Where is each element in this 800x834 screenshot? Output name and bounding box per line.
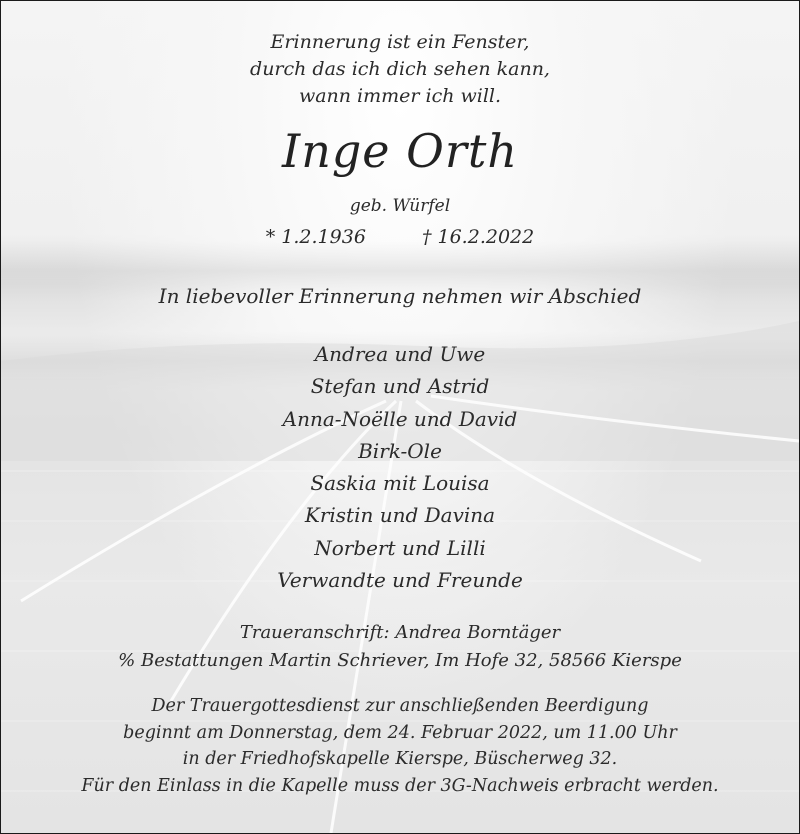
mourner: Andrea und Uwe bbox=[314, 342, 486, 366]
mourner: Norbert und Lilli bbox=[314, 535, 486, 560]
life-dates bbox=[1, 223, 799, 251]
mourning-address bbox=[1, 619, 799, 675]
death-date: † 16.2.2022 bbox=[421, 226, 535, 248]
mourner: Stefan und Astrid bbox=[310, 374, 490, 399]
mourner: Anna-Noëlle und David bbox=[282, 406, 518, 431]
address-line: Traueranschrift: Andrea Borntäger bbox=[239, 622, 561, 643]
funeral-service-info bbox=[1, 693, 799, 799]
mourner: Verwandte und Freunde bbox=[277, 568, 523, 593]
service-line: beginnt am Donnerstag, dem 24. Februar 2022, um 11.00 Uhr bbox=[123, 722, 677, 743]
mourner: Birk-Ole bbox=[358, 438, 442, 463]
mourners-list bbox=[1, 338, 799, 596]
deceased-name: Inge Orth bbox=[282, 124, 518, 178]
verse-line: Erinnerung ist ein Fenster, bbox=[270, 31, 530, 53]
farewell-intro: In liebevoller Erinnerung nehmen wir Abschied bbox=[158, 284, 642, 308]
mourner: Saskia mit Louisa bbox=[310, 471, 490, 496]
address-line: % Bestattungen Martin Schriever, Im Hofe 32, 58566 Kierspe bbox=[118, 650, 682, 671]
mourner: Kristin und Davina bbox=[304, 503, 496, 528]
service-line: in der Friedhofskapelle Kierspe, Büscherweg 32. bbox=[182, 749, 618, 769]
maiden-name: geb. Würfel bbox=[349, 196, 451, 216]
service-line: Für den Einlass in die Kapelle muss der 3G-Nachweis erbracht werden. bbox=[81, 775, 719, 796]
verse bbox=[1, 29, 799, 110]
birth-date: * 1.2.1936 bbox=[265, 226, 366, 248]
verse-line: wann immer ich will. bbox=[298, 85, 502, 107]
verse-line: durch das ich dich sehen kann, bbox=[250, 58, 550, 80]
service-line: Der Trauergottesdienst zur anschließenden Beerdigung bbox=[151, 696, 649, 716]
